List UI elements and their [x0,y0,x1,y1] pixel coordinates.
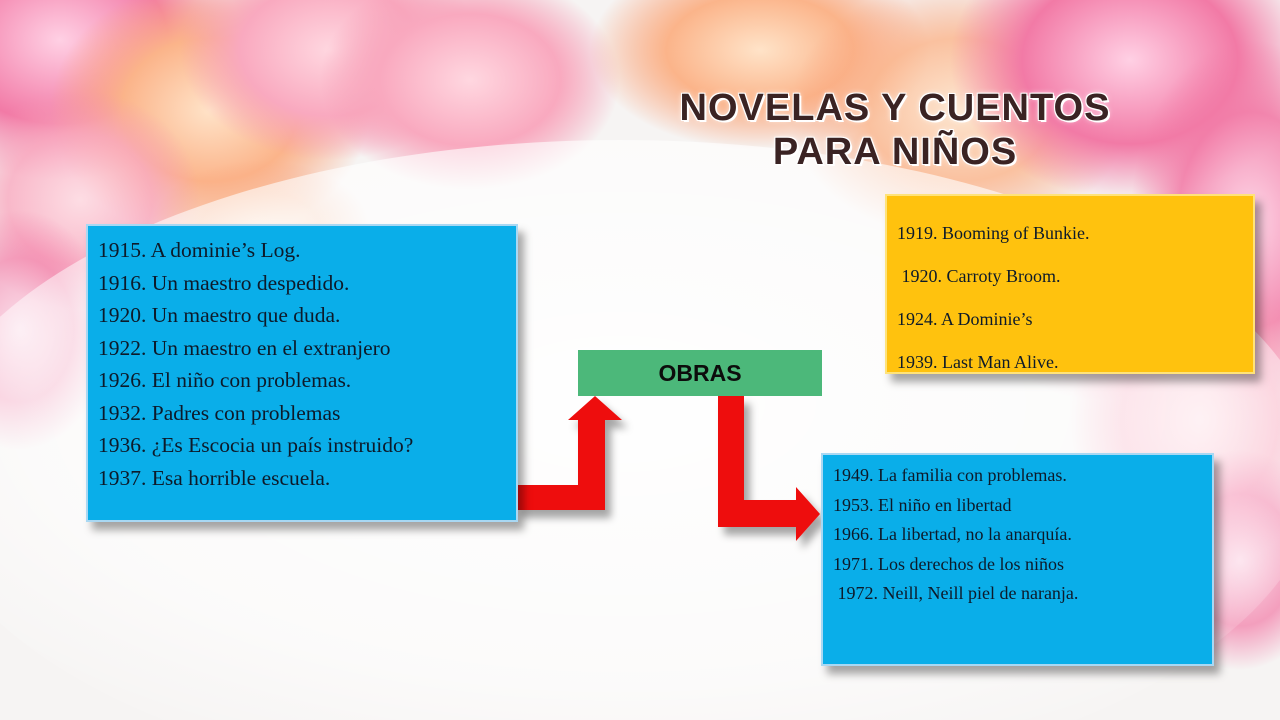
arrow-left-to-obras [515,396,622,510]
obras-label [578,350,822,396]
list-item: 1966. La libertad, no la anarquía. [833,524,1072,544]
works-list-left [98,234,506,494]
list-item: 1920. Un maestro que duda. [98,303,341,327]
list-item: 1949. La familia con problemas. [833,465,1067,485]
list-item: 1936. ¿Es Escocia un país instruido? [98,433,414,457]
list-item: 1971. Los derechos de los niños [833,553,1064,574]
works-list-right [833,461,1202,609]
list-item: 1953. El niño en libertad [833,494,1012,515]
list-item: 1972. Neill, Neill piel de naranja. [833,583,1079,603]
page-title [640,86,1150,174]
list-item: 1920. Carroty Broom. [897,266,1061,286]
arrow-obras-to-bottom-right [718,396,820,541]
list-item: 1932. Padres con problemas [98,400,341,425]
list-item: 1924. A Dominie’s [897,309,1033,329]
childrens-books-box [885,194,1255,374]
list-item: 1922. Un maestro en el extranjero [98,335,391,360]
title-line-2: PARA NIÑOS [772,131,1018,173]
list-item: 1926. El niño con problemas. [98,368,352,392]
list-item: 1937. Esa horrible escuela. [98,465,331,490]
works-list-box-right [821,453,1214,666]
list-item: 1939. Last Man Alive. [897,352,1059,372]
title-line-1: NOVELAS Y CUENTOS [679,87,1111,129]
obras-label-text: OBRAS [658,359,742,386]
list-item: 1919. Booming of Bunkie. [897,223,1090,243]
list-item: 1915. A dominie’s Log. [98,238,301,262]
list-item: 1916. Un maestro despedido. [98,270,350,295]
works-list-box-left [86,224,518,522]
childrens-books-list [897,212,1243,384]
